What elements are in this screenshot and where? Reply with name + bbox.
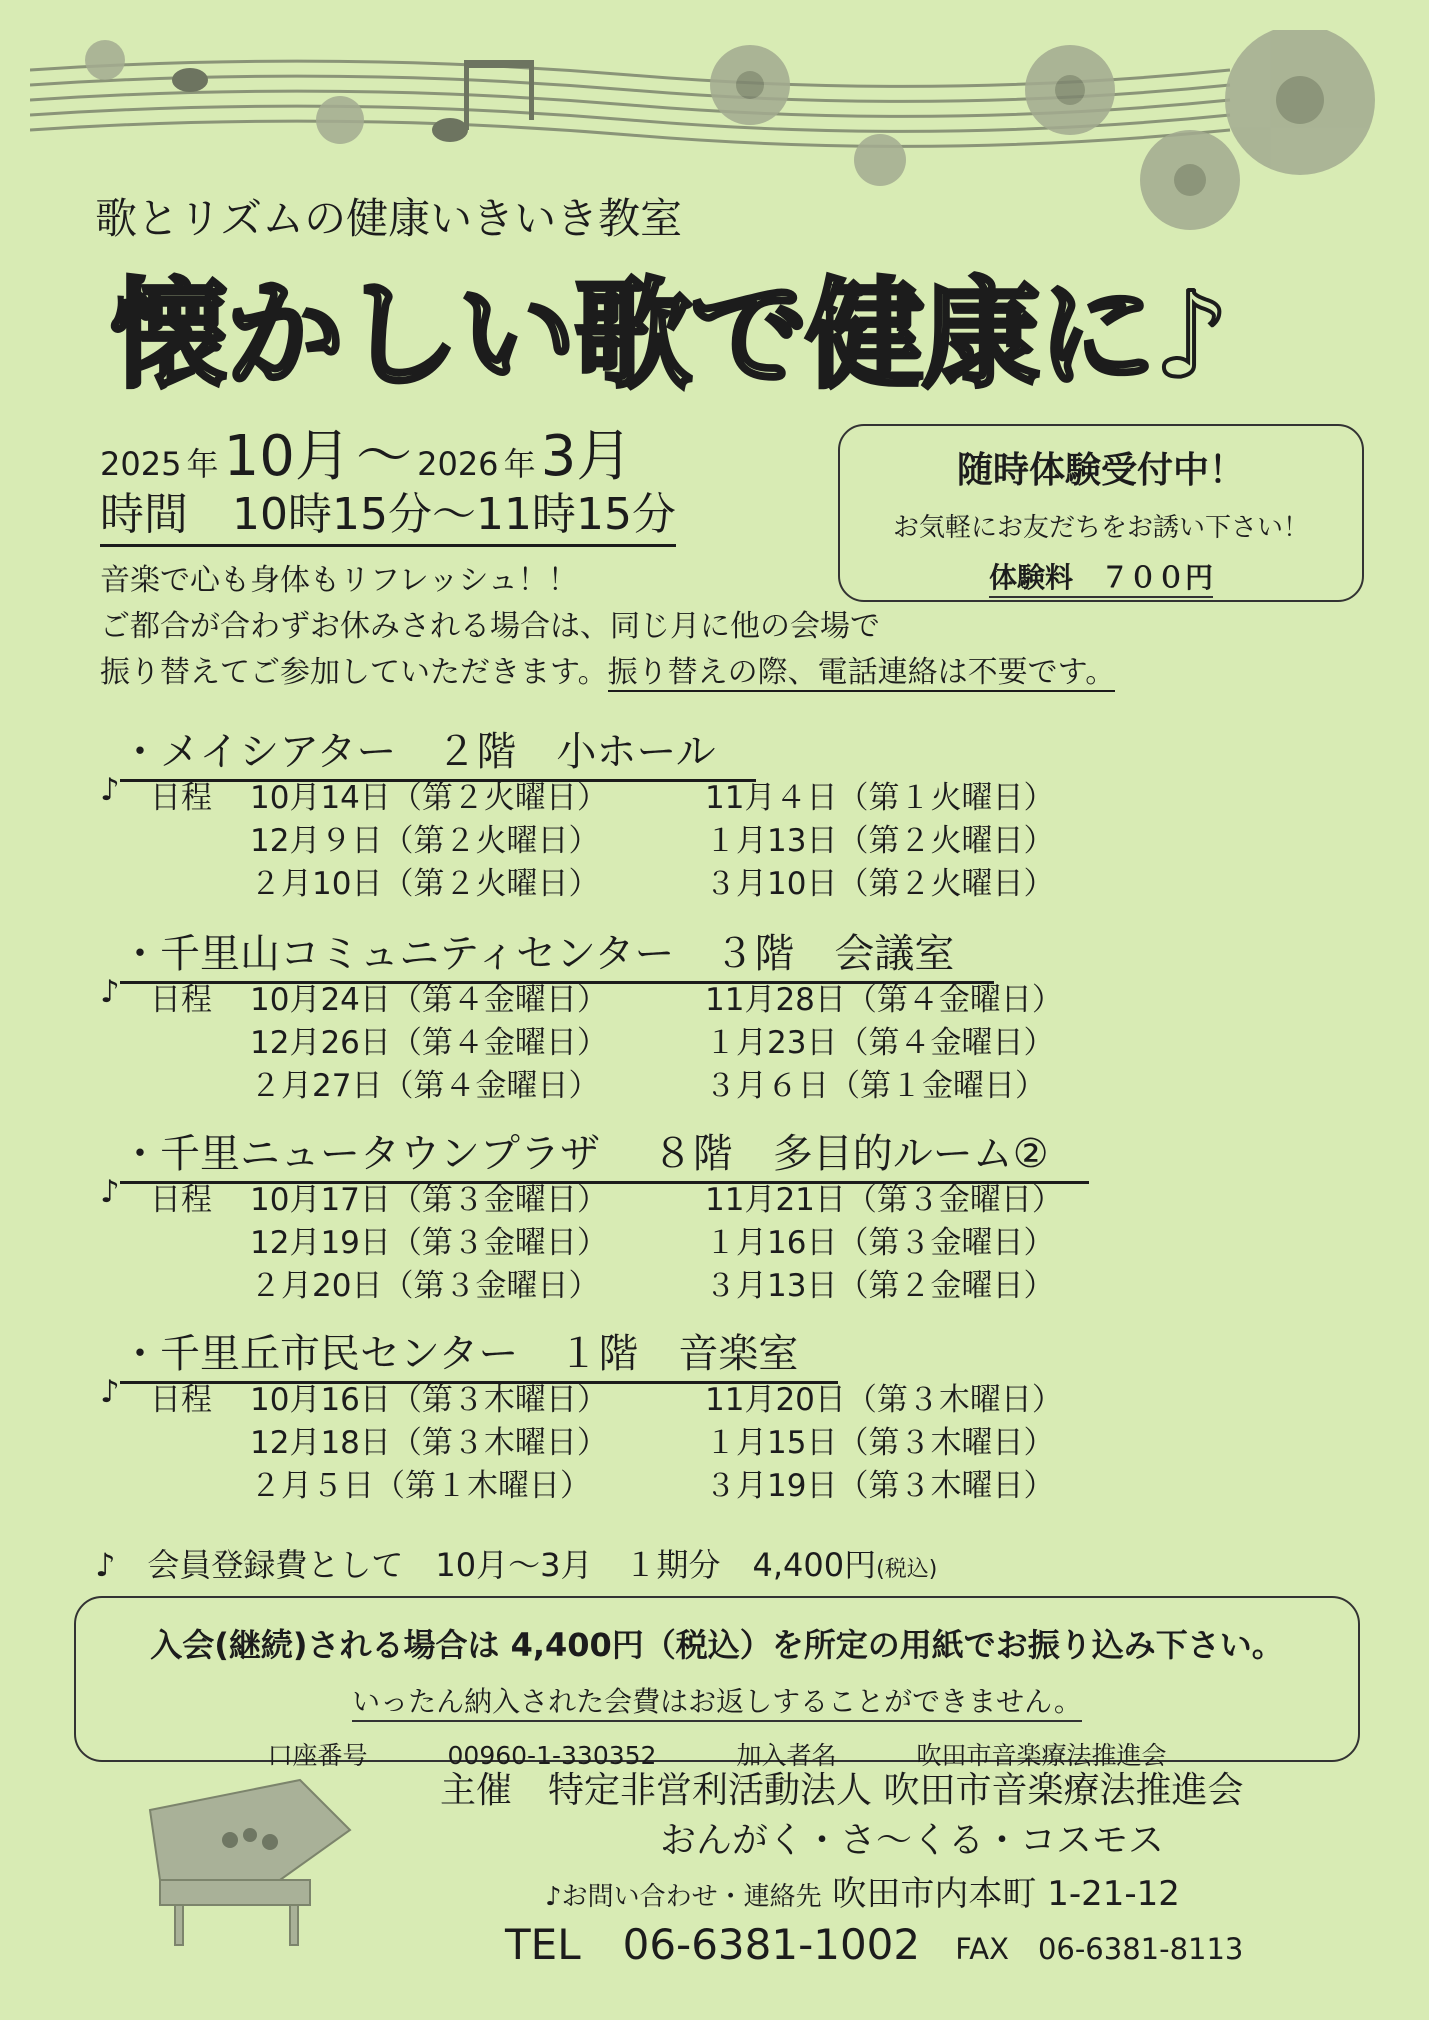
grand-piano-illustration bbox=[130, 1770, 370, 1950]
payment-box bbox=[74, 1596, 1360, 1770]
contact-address bbox=[545, 1866, 1180, 1915]
intro-text bbox=[100, 558, 1115, 696]
class-time: 時間 10時15分～11時15分 bbox=[100, 478, 676, 547]
organizer-name: 主催 特定非営利活動法人 吹田市音楽療法推進会 bbox=[440, 1770, 1244, 1811]
intro-line-3a: 振り替えてご参加していただきます。 bbox=[100, 655, 608, 690]
organizer bbox=[440, 1766, 1243, 1866]
schedule-label: 日程 bbox=[150, 780, 212, 816]
music-note-icon: ♪ bbox=[100, 1374, 120, 1410]
date-item: ３月19日（第３木曜日） bbox=[705, 1468, 1055, 1504]
class-subtitle: 歌とリズムの健康いきいき教室 bbox=[95, 194, 683, 243]
intro-line-1: 音楽で心も身体もリフレッシュ！！ bbox=[100, 563, 578, 598]
date-item: １月16日（第３金曜日） bbox=[705, 1225, 1055, 1261]
phone-fax bbox=[505, 1912, 1243, 1972]
date-item: 11月４日（第１火曜日） bbox=[705, 780, 1055, 816]
date-item: １月23日（第４金曜日） bbox=[705, 1025, 1055, 1061]
intro-line-3b: 振り替えの際、電話連絡は不要です。 bbox=[607, 655, 1116, 690]
holder-name: 吹田市音楽療法推進会 bbox=[916, 1741, 1167, 1770]
date-item: 10月16日（第３木曜日） bbox=[250, 1382, 608, 1418]
date-item: ３月13日（第２金曜日） bbox=[705, 1268, 1055, 1304]
membership-fee bbox=[95, 1540, 937, 1586]
fax: FAX 06-6381-8113 bbox=[955, 1932, 1244, 1966]
holder-label: 加入者名 bbox=[736, 1741, 837, 1770]
telephone: TEL 06-6381-1002 bbox=[505, 1920, 921, 1969]
date-item: 12月９日（第２火曜日） bbox=[250, 823, 600, 859]
contact-label: ♪お問い合わせ・連絡先 bbox=[545, 1882, 822, 1912]
end-year: 2026 bbox=[417, 445, 499, 483]
date-item: 11月28日（第４金曜日） bbox=[705, 982, 1063, 1018]
start-month: 10月 bbox=[223, 424, 351, 489]
venue-heading: ・千里丘市民センター １階 音楽室 bbox=[120, 1322, 838, 1384]
date-item: ３月６日（第１金曜日） bbox=[705, 1068, 1046, 1104]
end-month: 3月 bbox=[540, 424, 633, 489]
trial-heading: 随時体験受付中！ bbox=[956, 450, 1245, 491]
date-item: ２月20日（第３金曜日） bbox=[250, 1268, 600, 1304]
end-year-unit: 年 bbox=[503, 445, 536, 483]
schedule-label: 日程 bbox=[150, 1382, 212, 1418]
address: 吹田市内本町 1-21-12 bbox=[832, 1874, 1180, 1914]
date-item: １月15日（第３木曜日） bbox=[705, 1425, 1055, 1461]
music-note-icon: ♪ bbox=[100, 1174, 120, 1210]
trial-invite: お気軽にお友だちをお誘い下さい！ bbox=[892, 513, 1309, 543]
date-item: 10月24日（第４金曜日） bbox=[250, 982, 608, 1018]
schedule-label: 日程 bbox=[150, 982, 212, 1018]
page-title: 懐かしい歌で健康に♪ bbox=[110, 266, 1228, 404]
date-item: 11月20日（第３木曜日） bbox=[705, 1382, 1063, 1418]
no-refund-notice: いったん納入された会費はお返しすることができません。 bbox=[352, 1680, 1082, 1722]
account-label: 口座番号 bbox=[267, 1741, 368, 1770]
intro-line-2: ご都合が合わずお休みされる場合は、同じ月に他の会場で bbox=[100, 609, 880, 644]
schedule-label: 日程 bbox=[150, 1182, 212, 1218]
date-item: ２月27日（第４金曜日） bbox=[250, 1068, 600, 1104]
venue-heading: ・メイシアター ２階 小ホール bbox=[120, 720, 756, 782]
date-item: 12月19日（第３金曜日） bbox=[250, 1225, 608, 1261]
trial-fee: 体験料 ７００円 bbox=[989, 556, 1213, 598]
start-year: 2025 bbox=[100, 445, 182, 483]
venue-heading: ・千里ニュータウンプラザ ８階 多目的ルーム② bbox=[120, 1122, 1089, 1184]
period-tilde: ～ bbox=[356, 424, 412, 489]
music-note-icon: ♪ bbox=[100, 974, 120, 1010]
start-year-unit: 年 bbox=[186, 445, 219, 483]
payment-instructions: 入会(継続)される場合は 4,400円（税込）を所定の用紙でお振り込み下さい。 bbox=[150, 1626, 1284, 1664]
date-item: １月13日（第２火曜日） bbox=[705, 823, 1055, 859]
fee-tax-note: (税込) bbox=[876, 1557, 938, 1582]
date-item: ２月５日（第１木曜日） bbox=[250, 1468, 591, 1504]
date-item: 12月18日（第３木曜日） bbox=[250, 1425, 608, 1461]
group-name: おんがく・さ～くる・コスモス bbox=[660, 1820, 1165, 1861]
date-item: 10月17日（第３金曜日） bbox=[250, 1182, 608, 1218]
music-note-icon: ♪ bbox=[100, 772, 120, 808]
fee-text: ♪ 会員登録費として 10月～3月 １期分 4,400円 bbox=[95, 1546, 877, 1584]
date-item: 11月21日（第３金曜日） bbox=[705, 1182, 1063, 1218]
date-item: ３月10日（第２火曜日） bbox=[705, 866, 1055, 902]
venue-heading: ・千里山コミュニティセンター ３階 会議室 bbox=[120, 922, 994, 984]
date-item: ２月10日（第２火曜日） bbox=[250, 866, 600, 902]
date-item: 10月14日（第２火曜日） bbox=[250, 780, 608, 816]
date-item: 12月26日（第４金曜日） bbox=[250, 1025, 608, 1061]
account-number: 00960-1-330352 bbox=[447, 1741, 657, 1770]
